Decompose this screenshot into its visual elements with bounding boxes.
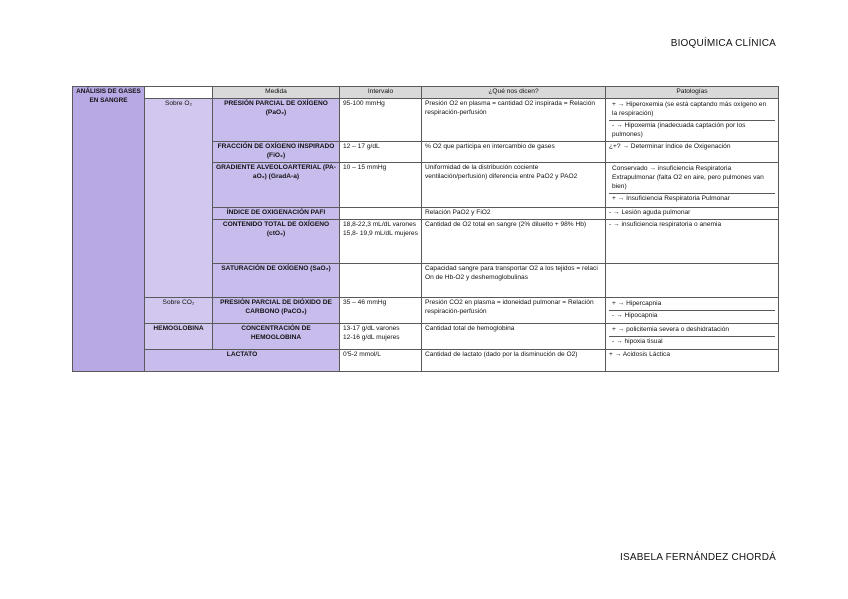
patologias-cell: + → policitemia severa o deshidratación - → hipoxia tisual xyxy=(606,324,779,350)
column-header-que-dicen: ¿Qué nos dicen? xyxy=(422,87,606,99)
medida-cell: CONCENTRACIÓN DE HEMOGLOBINA xyxy=(213,324,340,350)
patologias-cell: + → Hipercapnia - → Hipocapnia xyxy=(606,298,779,324)
group-label-co2: Sobre CO₂ xyxy=(145,298,213,324)
medida-cell: PRESIÓN PARCIAL DE OXÍGENO (PaO₂) xyxy=(213,98,340,142)
group-label-hemoglobina: HEMOGLOBINA xyxy=(145,324,213,350)
patologias-cell: - → Lesión aguda pulmonar xyxy=(606,208,779,220)
medida-cell: GRADIENTE ALVEOLOARTERIAL (PA-aO₂) (GradA-a) xyxy=(213,163,340,208)
medida-cell: PRESIÓN PARCIAL DE DIÓXIDO DE CARBONO (PaCO₂) xyxy=(213,298,340,324)
medida-cell: FRACCIÓN DE OXÍGENO INSPIRADO (FiO₂) xyxy=(213,142,340,163)
intervalo-cell xyxy=(340,264,422,298)
column-header-patologias: Patologías xyxy=(606,87,779,99)
section-label: ANÁLISIS DE GASES EN SANGRE xyxy=(73,87,145,372)
que-dicen-cell: Uniformidad de la distribución cociente ventilación/perfusión) diferencia entre PaO2 y PAO2 xyxy=(422,163,606,208)
patologias-cell: - → insuficiencia respiratoria o anemia xyxy=(606,220,779,264)
intervalo-cell: 35 – 46 mmHg xyxy=(340,298,422,324)
table-row xyxy=(73,350,779,372)
column-header-intervalo: Intervalo xyxy=(340,87,422,99)
que-dicen-cell: Capacidad sangre para transportar O2 a los tejidos = relaci On de Hb-O2 y deshemoglobulinas xyxy=(422,264,606,298)
table-row xyxy=(73,298,779,324)
intervalo-cell: 95-100 mmHg xyxy=(340,98,422,142)
que-dicen-cell: % O2 que participa en intercambio de gases xyxy=(422,142,606,163)
que-dicen-cell: Cantidad de O2 total en sangre (2% diluelto + 98% Hb) xyxy=(422,220,606,264)
table-header-row xyxy=(73,87,779,99)
intervalo-cell: 0'5-2 mmol/L xyxy=(340,350,422,372)
que-dicen-cell: Presión CO2 en plasma = idoneidad pulmonar = Relación respiración-perfusión xyxy=(422,298,606,324)
blood-gas-table xyxy=(72,86,779,372)
patologias-cell: + → Hiperoxemia (se está captando más oxígeno en la respiración) - → Hipoxemia (inadecuada captación por los pulmones) xyxy=(606,98,779,142)
intervalo-cell: 10 – 15 mmHg xyxy=(340,163,422,208)
document-header: BIOQUÍMICA CLÍNICA xyxy=(670,38,776,49)
que-dicen-cell: Relación PaO2 y FiO2 xyxy=(422,208,606,220)
medida-cell: CONTENIDO TOTAL DE OXÍGENO (ctO₂) xyxy=(213,220,340,264)
group-label-o2: Sobre O₂ xyxy=(145,98,213,298)
patologias-cell: ¿+? → Determinar índice de Oxigenación xyxy=(606,142,779,163)
table-row xyxy=(73,324,779,350)
que-dicen-cell: Cantidad de lactato (dado por la disminución de O2) xyxy=(422,350,606,372)
intervalo-cell: 13-17 g/dL varones 12-16 g/dL mujeres xyxy=(340,324,422,350)
que-dicen-cell: Presión O2 en plasma = cantidad O2 inspirada = Relación respiración-perfusión xyxy=(422,98,606,142)
que-dicen-cell: Cantidad total de hemoglobina xyxy=(422,324,606,350)
patologias-cell: Conservado → insuficiencia Respiratoria Extrapulmonar (falta O2 en aire, pero pulmones van bien) + → Insuficiencia Respiratoria Pulmonar xyxy=(606,163,779,208)
medida-cell: ÍNDICE DE OXIGENACIÓN PAFI xyxy=(213,208,340,220)
table-row xyxy=(73,98,779,142)
column-header-medida: Medida xyxy=(213,87,340,99)
intervalo-cell: 18,8-22,3 mL/dL varones 15,8- 19,9 mL/dL mujeres xyxy=(340,220,422,264)
patologias-cell: + → Acidosis Láctica xyxy=(606,350,779,372)
medida-cell: LACTATO xyxy=(145,350,340,372)
intervalo-cell: 12 – 17 g/dL xyxy=(340,142,422,163)
document-footer: ISABELA FERNÁNDEZ CHORDÁ xyxy=(620,552,776,563)
medida-cell: SATURACIÓN DE OXÍGENO (SaO₂) xyxy=(213,264,340,298)
intervalo-cell xyxy=(340,208,422,220)
patologias-cell xyxy=(606,264,779,298)
